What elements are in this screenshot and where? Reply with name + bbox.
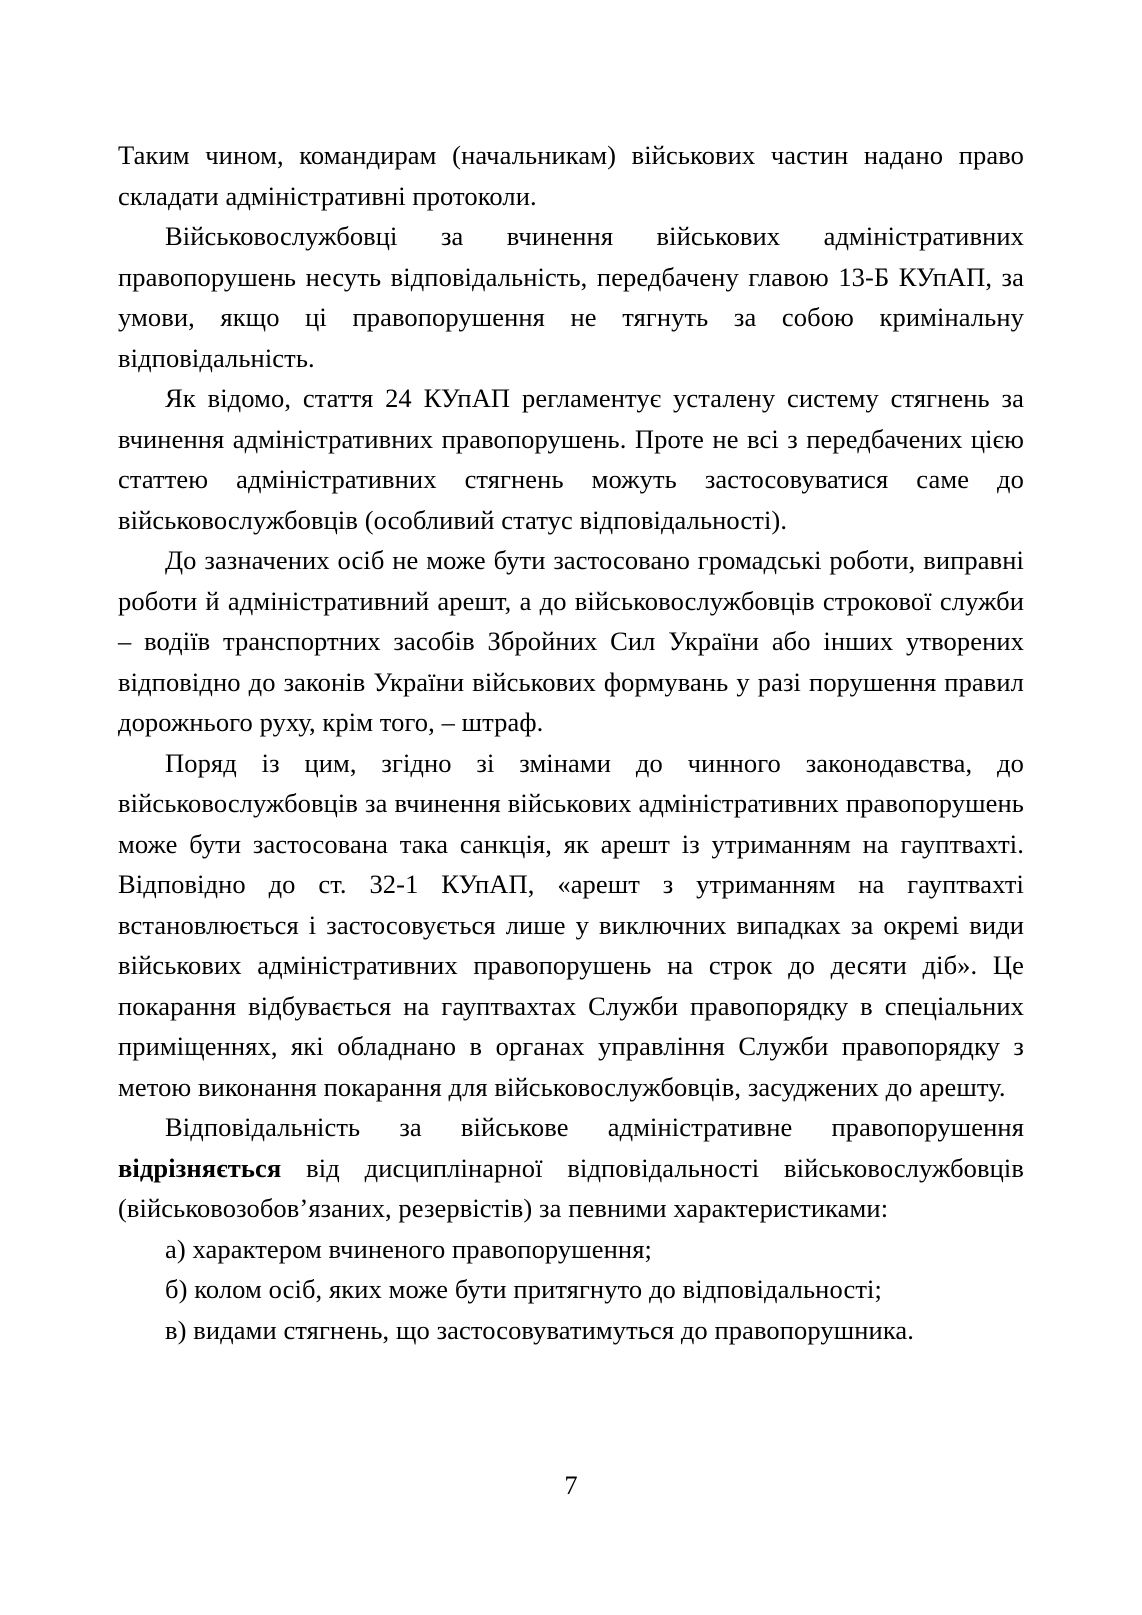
paragraph-6-after: від дисциплінарної відповідальності військовослужбовців (військовозобов’язаних, резервістів) за певними характеристиками: xyxy=(118,1152,1024,1223)
list-item-b: б) колом осіб, яких може бути притягнуто до відповідальності; xyxy=(165,1274,882,1304)
document-body xyxy=(118,135,1024,1350)
paragraph-3: Як відомо, стаття 24 КУпАП регламентує усталену систему стягнень за вчинення адміністративних правопорушень. Проте не всі з передбачених цією статтею адміністративних стягнень можуть застосовуватися саме до військовослужбовців (особливий статус відповідальності). xyxy=(118,383,1024,535)
paragraph-6-emphasis: відрізняється xyxy=(118,1152,282,1183)
paragraph-1: Таким чином, командирам (начальникам) військових частин надано право складати адміністративні протоколи. xyxy=(118,140,1024,211)
paragraph-6 xyxy=(118,1107,1024,1229)
list-item-a: а) характером вчиненого правопорушення; xyxy=(165,1233,652,1264)
list-item-c: в) видами стягнень, що застосовуватимуться до правопорушника. xyxy=(165,1314,914,1345)
paragraph-6-before: Відповідальність за військове адміністративне правопорушення xyxy=(165,1112,1024,1142)
paragraph-5: Поряд із цим, згідно зі змінами до чинного законодавства, до військовослужбовців за вчинення військових адміністративних правопорушень може бути застосована така санкція, як арешт із утриманням на гауптвахті. Відповідно до ст. 32-1 КУпАП, «арешт з утриманням на гауптвахті встановлюється і застосовується лише у виключних випадках за окремі види військових адміністративних правопорушень на строк до десяти діб». Це покарання відбувається на гауптвахтах Служби правопорядку в спеціальних приміщеннях, які обладнано в органах управління Служби правопорядку з метою виконання покарання для військовослужбовців, засуджених до арешту. xyxy=(118,747,1024,1102)
paragraph-2: Військовослужбовці за вчинення військових адміністративних правопорушень несуть відповідальність, передбачену главою 13-Б КУпАП, за умови, якщо ці правопорушення не тягнуть за собою кримінальну відповідальність. xyxy=(118,221,1024,373)
paragraph-4: До зазначених осіб не може бути застосовано громадські роботи, виправні роботи й адміністративний арешт, а до військовослужбовців строкової служби – водіїв транспортних засобів Збройних Сил України або інших утворених відповідно до законів України військових формувань у разі порушення правил дорожнього руху, крім того, – штраф. xyxy=(118,545,1024,737)
page-number: 7 xyxy=(564,1470,578,1500)
